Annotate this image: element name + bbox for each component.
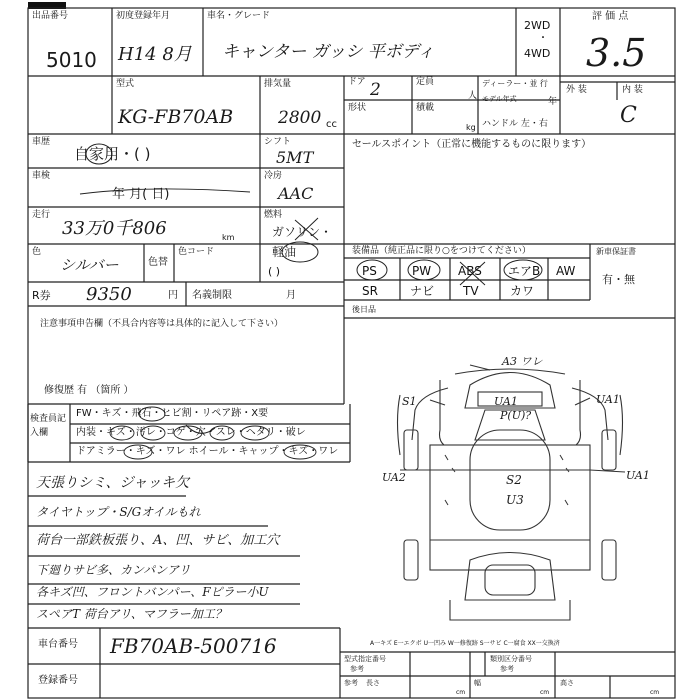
exterior-label: 外 装 bbox=[566, 85, 587, 95]
inspection-label: 車検 bbox=[32, 171, 51, 181]
door-count: 2 bbox=[370, 80, 381, 100]
model-grade: キャンター ガッシ 平ボディ bbox=[222, 42, 435, 62]
inspector-label: 検査員記入欄 bbox=[30, 414, 67, 439]
equipment-ps: PS bbox=[362, 264, 377, 278]
drive-2wd: 2WD bbox=[524, 19, 551, 32]
mileage: 33万0千806 bbox=[62, 218, 167, 239]
displacement: 2800 bbox=[278, 108, 322, 128]
report-label: 注意事項申告欄（不具合内容等は具体的に記入して下さい） bbox=[40, 319, 284, 329]
score-label: 評 価 点 bbox=[592, 11, 629, 22]
model-code: KG-FB70AB bbox=[118, 106, 234, 128]
warranty-value: 有・無 bbox=[602, 273, 635, 286]
shape-label: 形状 bbox=[348, 103, 367, 113]
note-line-6: スペアT 荷台アリ、マフラー加工？ bbox=[36, 607, 227, 621]
ref-bottom: 参考 bbox=[344, 679, 358, 687]
door-label: ドア bbox=[348, 77, 366, 87]
kg-unit: kg bbox=[466, 123, 476, 132]
inspector-row-1: FW・キズ・飛石・ヒビ割・リペア跡・X要 bbox=[76, 408, 269, 419]
mark-s1: S1 bbox=[402, 395, 417, 408]
cert-ref: 参考 bbox=[350, 665, 364, 673]
drive-4wd: 4WD bbox=[524, 47, 551, 60]
note-line-3: 荷台一部鉄板張り、A、凹、サビ、加工穴 bbox=[36, 533, 280, 548]
history-label: 車歴 bbox=[32, 137, 51, 147]
width-cm: cm bbox=[540, 689, 550, 696]
class-ref: 参考 bbox=[500, 665, 514, 673]
damage-legend: A一キズ E一エクボ U一凹み W一修復跡 S一サビ C一腐食 XX一交換済 bbox=[370, 640, 560, 647]
inspector-row-2: 内装・キズ・汚レ・コゲ・穴・スレ・ヘタリ・破レ bbox=[76, 427, 306, 438]
mark-ua1-side: UA1 bbox=[626, 469, 650, 482]
mark-front-a3: A3 ワレ bbox=[502, 355, 543, 368]
mark-pu: P(U)? bbox=[500, 409, 532, 422]
fuel-label: 燃料 bbox=[264, 210, 283, 220]
capacity-label: 定員 bbox=[416, 77, 435, 87]
mark-u3: U3 bbox=[506, 493, 524, 507]
month-unit: 月 bbox=[286, 290, 296, 301]
equipment-leather: カワ bbox=[510, 284, 535, 298]
equipment-abs: ABS bbox=[458, 264, 482, 278]
equipment-tv: TV bbox=[463, 284, 479, 298]
tax-label: 名義制限 bbox=[192, 290, 232, 301]
fuel: ガソリン・軽油 bbox=[272, 225, 333, 260]
length-label: 長さ bbox=[366, 679, 380, 687]
warranty-label: 新車保証書 bbox=[596, 247, 636, 256]
first-registration: H14 8月 bbox=[118, 44, 192, 65]
recycle-value: 9350 bbox=[86, 284, 132, 305]
recycle-label: R券 bbox=[32, 289, 51, 302]
note-line-5: 各キズ凹、フロントバンパー、Fピラー小U bbox=[36, 585, 269, 599]
height-label: 高さ bbox=[560, 679, 574, 687]
score: 3.5 bbox=[586, 31, 647, 75]
cooler-label: 冷房 bbox=[264, 171, 283, 181]
interior-grade: C bbox=[620, 103, 637, 128]
after-items-label: 後日品 bbox=[352, 305, 376, 314]
equipment-label: 装備品（純正品に限り○をつけてください） bbox=[352, 246, 531, 256]
length-cm: cm bbox=[456, 689, 466, 696]
model-code-label: 型式 bbox=[116, 79, 135, 89]
color-label: 色 bbox=[32, 247, 42, 257]
chassis-label: 車台番号 bbox=[38, 639, 78, 650]
width-label: 幅 bbox=[474, 679, 481, 687]
registration-label: 登録番号 bbox=[38, 675, 78, 686]
cc-unit: cc bbox=[326, 119, 337, 130]
mark-ua2-left: UA2 bbox=[382, 471, 406, 484]
yen-unit: 円 bbox=[168, 290, 178, 301]
capacity-unit: 人 bbox=[468, 91, 478, 101]
sales-point-label: セールスポイント（正常に機能するものに限ります） bbox=[352, 139, 592, 150]
drive-separator: ・ bbox=[538, 33, 548, 44]
load-label: 積載 bbox=[416, 103, 435, 113]
shift: 5MT bbox=[276, 148, 314, 167]
lot-number: 5010 bbox=[46, 48, 97, 72]
mark-ua1-center: UA1 bbox=[494, 395, 518, 408]
color-code-label: 色コード bbox=[178, 247, 215, 257]
note-line-1: 天張りシミ、ジャッキ欠 bbox=[36, 475, 190, 491]
equipment-navi: ナビ bbox=[410, 284, 435, 298]
repair-history-label: 修復歴 有 （箇所 ） bbox=[44, 385, 134, 396]
equipment-pw: PW bbox=[412, 264, 432, 278]
class-number-label: 類別区分番号 bbox=[490, 655, 532, 663]
equipment-airbag: エアB bbox=[508, 264, 541, 278]
chassis-number: FB70AB-500716 bbox=[110, 634, 277, 658]
history-value: 自家用・( ) bbox=[74, 145, 151, 163]
lot-number-label: 出品番号 bbox=[32, 11, 69, 21]
equipment-sr: SR bbox=[362, 284, 378, 298]
dealer-label: ディーラー・並 行 bbox=[482, 79, 548, 88]
model-year-label: モデル年式 bbox=[482, 95, 517, 103]
mileage-label: 走行 bbox=[32, 210, 51, 220]
displacement-label: 排気量 bbox=[264, 79, 292, 89]
model-grade-label: 車名・グレード bbox=[207, 11, 271, 21]
handle-label: ハンドル 左・右 bbox=[482, 119, 548, 129]
year-unit: 年 bbox=[548, 97, 558, 107]
km-unit: km bbox=[222, 233, 235, 242]
shift-label: シフト bbox=[264, 137, 292, 147]
color: シルバー bbox=[60, 256, 119, 274]
recolor-label: 色替 bbox=[148, 257, 168, 268]
mark-s2: S2 bbox=[506, 473, 522, 487]
first-registration-label: 初度登録年月 bbox=[116, 11, 171, 21]
height-cm: cm bbox=[650, 689, 660, 696]
mark-ua1-right: UA1 bbox=[596, 393, 620, 406]
note-line-2: タイヤトップ・S/Gオイルもれ bbox=[36, 505, 201, 519]
inspection-value: 年 月( 日) bbox=[112, 187, 170, 202]
inspector-row-3: ドアミラー・キズ・ワレ ホイール・キャップ・キズ・ワレ bbox=[76, 446, 339, 457]
interior-label: 内 装 bbox=[622, 85, 643, 95]
equipment-aw: AW bbox=[556, 264, 576, 278]
cooler: AAC bbox=[278, 184, 314, 203]
fuel-paren: ( ) bbox=[268, 265, 281, 278]
cert-number-label: 型式指定番号 bbox=[344, 655, 386, 663]
note-line-4: 下廻りサビ多、カンパンアリ bbox=[36, 563, 191, 577]
